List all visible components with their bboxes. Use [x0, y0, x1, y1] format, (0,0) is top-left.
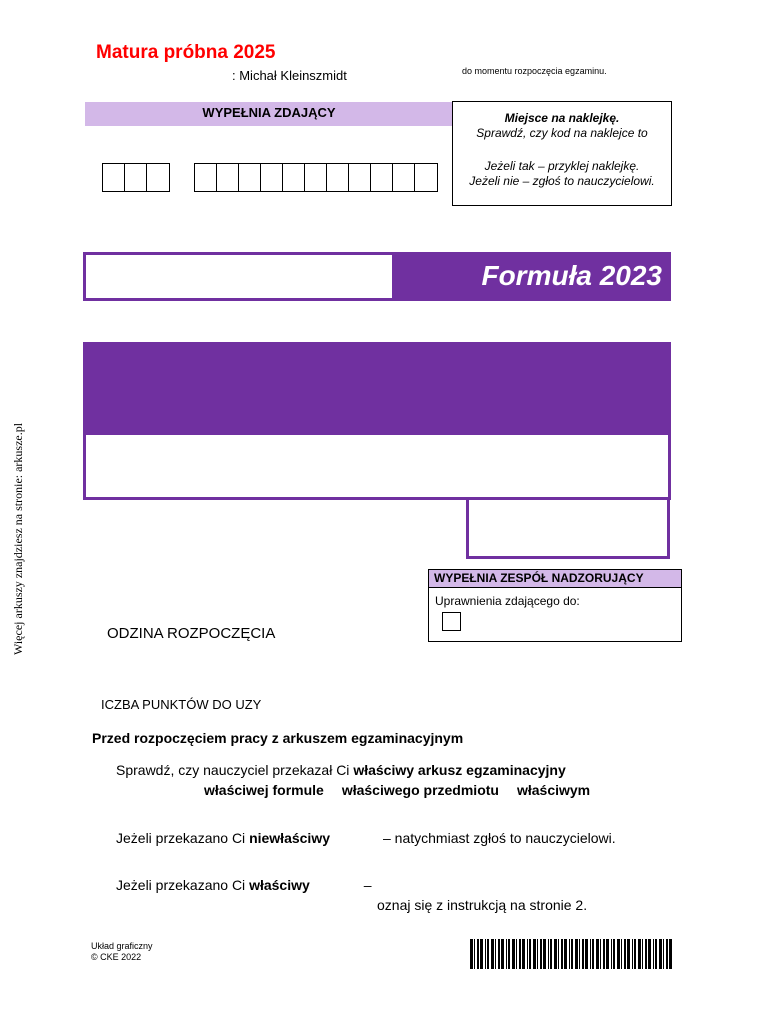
code-boxes-long[interactable] [194, 163, 438, 192]
fill-section-header: WYPEŁNIA ZDAJĄCY [85, 102, 453, 126]
formula-blank-field [86, 255, 392, 298]
entitlement-checkbox[interactable] [442, 612, 461, 631]
author-name: : Michał Kleinszmidt [232, 68, 347, 83]
code-cell[interactable] [103, 164, 125, 191]
barcode-icon [470, 939, 672, 969]
instruction-line: Sprawdź, czy nauczyciel przekazał Ci właściwy arkusz egzaminacyjny [116, 762, 566, 778]
code-cell[interactable] [327, 164, 349, 191]
supervisor-header: WYPEŁNIA ZESPÓŁ NADZORUJĄCY [429, 570, 681, 588]
exam-title: Matura próbna 2025 [96, 42, 276, 63]
footer-credits: Układ graficzny © CKE 2022 [91, 941, 153, 962]
instruction-line: oznaj się z instrukcją na stronie 2. [377, 897, 588, 913]
instruction-line: Jeżeli przekazano Ci niewłaściwy – natychmiast zgłoś to nauczycielowi. [116, 830, 616, 846]
points-label: ICZBA PUNKTÓW DO UZY [101, 697, 262, 712]
code-cell[interactable] [283, 164, 305, 191]
instruction-line: Jeżeli przekazano Ci właściwy – [116, 877, 372, 893]
sticker-line: Jeżeli tak – przyklej naklejkę. [484, 159, 640, 173]
sticker-title: Miejsce na naklejkę. [504, 111, 620, 125]
top-note: do momentu rozpoczęcia egzaminu. [462, 66, 607, 76]
side-watermark: Więcej arkuszy znajdziesz na stronie: arkusze.pl [11, 422, 25, 655]
code-cell[interactable] [125, 164, 147, 191]
date-box [466, 500, 670, 559]
code-boxes-short[interactable] [102, 163, 170, 192]
sticker-line: Jeżeli nie – zgłoś to nauczycielowi. [469, 174, 655, 188]
instructions-heading: Przed rozpoczęciem pracy z arkuszem egzaminacyjnym [92, 730, 464, 746]
code-cell[interactable] [195, 164, 217, 191]
code-cell[interactable] [217, 164, 239, 191]
code-cell[interactable] [371, 164, 393, 191]
code-cell[interactable] [305, 164, 327, 191]
formula-label: Formuła 2023 [481, 260, 662, 291]
code-cell[interactable] [239, 164, 261, 191]
code-cell[interactable] [415, 164, 437, 191]
code-cell[interactable] [349, 164, 371, 191]
sticker-box [452, 101, 672, 206]
code-cell[interactable] [393, 164, 415, 191]
start-time-label: ODZINA ROZPOCZĘCIA [107, 625, 276, 642]
sticker-line: Sprawdź, czy kod na naklejce to [476, 126, 648, 140]
supervisor-text: Uprawnienia zdającego do: [435, 594, 580, 608]
subject-banner [86, 345, 668, 435]
code-cell[interactable] [261, 164, 283, 191]
instruction-line: właściwej formule właściwego przedmiotu właściwym [204, 782, 591, 798]
code-cell[interactable] [147, 164, 169, 191]
